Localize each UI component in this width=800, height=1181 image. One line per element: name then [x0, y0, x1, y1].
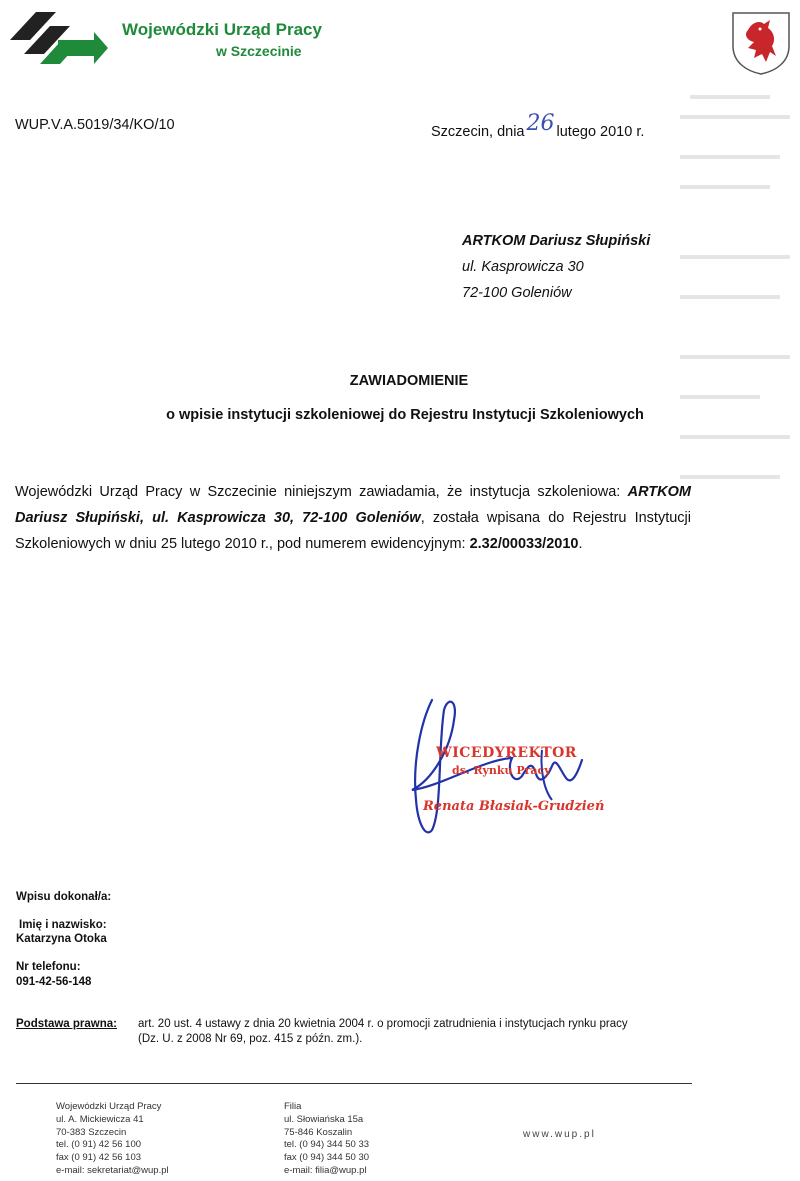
- legal-basis-label: Podstawa prawna:: [16, 1018, 117, 1030]
- name-label: Imię i nazwisko:: [19, 919, 107, 931]
- footer-line: 75-846 Koszalin: [284, 1126, 353, 1138]
- registration-number: 2.32/00033/2010: [469, 536, 579, 552]
- footer-email-link[interactable]: e-mail: sekretariat@wup.pl: [56, 1164, 169, 1176]
- body-end: .: [578, 536, 583, 552]
- stamp-signatory-name: Renata Błasiak-Grudzień: [423, 799, 605, 814]
- done-by-label: Wpisu dokonał/a:: [16, 891, 112, 903]
- bleed-through-texture: [680, 95, 800, 535]
- phone-label: Nr telefonu:: [16, 961, 81, 973]
- wup-logo-icon: [10, 10, 110, 66]
- date-prefix: Szczecin, dnia: [431, 124, 525, 140]
- body-institution: ARTKOM Dariusz Słupiński, ul. Kasprowicza 30, 72-100 Goleniów: [15, 484, 691, 526]
- website-link[interactable]: www.wup.pl: [523, 1129, 596, 1140]
- document-subtitle: o wpisie instytucji szkoleniowej do Rejestru Instytucji Szkoleniowych: [166, 407, 644, 423]
- date-suffix: lutego 2010 r.: [556, 124, 645, 140]
- stamp-title: WICEDYREKTOR: [436, 745, 577, 761]
- footer-line: tel. (0 91) 42 56 100: [56, 1139, 142, 1151]
- org-city: w Szczecinie: [216, 43, 302, 59]
- footer-office-koszalin: [284, 1101, 369, 1178]
- footer-line: ul. A. Mickiewicza 41: [56, 1113, 144, 1125]
- footer-line: fax (0 91) 42 56 103: [56, 1152, 142, 1164]
- footer-office-szczecin: [56, 1101, 169, 1178]
- date-line: [431, 111, 645, 142]
- footer-line: Filia: [284, 1101, 302, 1112]
- footer-line: tel. (0 94) 344 50 33: [284, 1139, 370, 1151]
- body-intro: Wojewódzki Urząd Pracy w Szczecinie niniejszym zawiadamia, że instytucja szkoleniowa:: [15, 484, 628, 500]
- legal-basis-line-2: (Dz. U. z 2008 Nr 69, poz. 415 z późn. zm.).: [138, 1033, 363, 1045]
- footer-line: Wojewódzki Urząd Pracy: [56, 1101, 162, 1112]
- name-value: Katarzyna Otoka: [16, 933, 107, 945]
- legal-basis-line-1: art. 20 ust. 4 ustawy z dnia 20 kwietnia 2004 r. o promocji zatrudnienia i instytucjach rynku pracy: [138, 1018, 628, 1030]
- date-day-handwritten: 26: [526, 111, 555, 136]
- footer-line: fax (0 94) 344 50 30: [284, 1152, 370, 1164]
- footer-line: ul. Słowiańska 15a: [284, 1113, 364, 1125]
- reference-number: WUP.V.A.5019/34/KO/10: [15, 117, 175, 133]
- org-name: Wojewódzki Urząd Pracy: [122, 20, 322, 39]
- document-title: ZAWIADOMIENIE: [349, 373, 469, 389]
- griffin-coat-of-arms-icon: [730, 10, 792, 76]
- phone-value: 091-42-56-148: [16, 976, 92, 988]
- footer-email-link[interactable]: e-mail: filia@wup.pl: [284, 1164, 367, 1176]
- footer-line: 70-383 Szczecin: [56, 1126, 127, 1138]
- footer-divider: [16, 1083, 692, 1084]
- body-paragraph: [15, 479, 691, 557]
- body-mid: , została wpisana do Rejestru Instytucji Szkoleniowych w dniu 25 lutego 2010 r., pod numerem ewidencyjnym:: [15, 510, 691, 552]
- recipient-name: ARTKOM Dariusz Słupiński: [462, 233, 651, 249]
- stamp-department: ds. Rynku Pracy: [452, 764, 551, 777]
- recipient-city: 72-100 Goleniów: [462, 285, 572, 301]
- recipient-street: ul. Kasprowicza 30: [462, 259, 584, 275]
